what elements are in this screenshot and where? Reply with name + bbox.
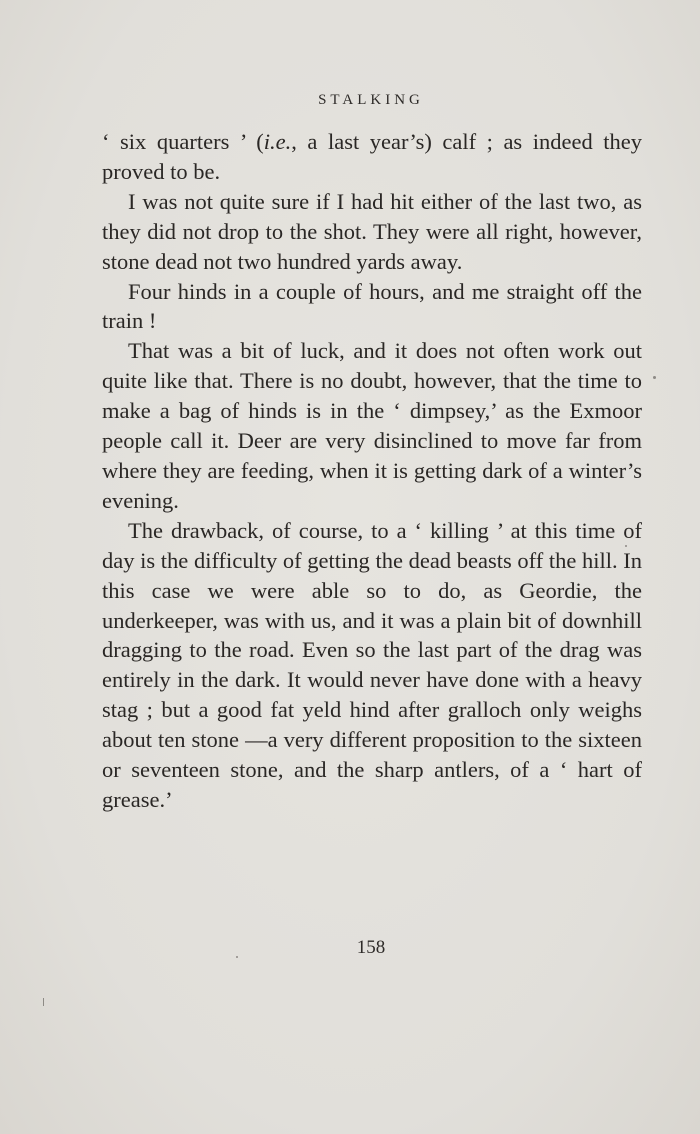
body-text: [102, 127, 642, 815]
page-number: 158: [356, 937, 386, 958]
running-head: STALKING: [318, 92, 424, 108]
paper-speck: [653, 376, 656, 379]
paragraph-1-italic: i.e.: [263, 129, 292, 154]
paper-speck: [236, 956, 238, 958]
paragraph-2: I was not quite sure if I had hit either of the last two, as they did not drop to the shot. They were all right, however, stone dead not two hundred yards away.: [102, 188, 642, 274]
paragraph-1-text-before: ‘ six quarters ’ (: [102, 129, 264, 154]
paragraph-1-text-after: , a last year’s) calf ; as indeed they proved to be.: [102, 129, 642, 184]
paragraph-3: Four hinds in a couple of hours, and me straight off the train !: [102, 278, 642, 334]
paragraph-4: That was a bit of luck, and it does not often work out quite like that. There is no doubt, however, that the time to make a bag of hinds is in the ‘ dimpsey,’ as the Exmoor people call it. Deer are very disinclined to move far from where they are feeding, when it is getting dark of a winter’s evening.: [102, 338, 642, 513]
paper-speck: [625, 545, 627, 547]
paragraph-5: The drawback, of course, to a ‘ killing ’ at this time of day is the difficulty of getting the dead beasts off the hill. In this case we were able so to do, as Geordie, the underkeeper, was with us, and it was a plain bit of downhill dragging to the road. Even so the last part of the drag was entirely in the dark. It would never have done with a heavy stag ; but a good fat yeld hind after gralloch only weighs about ten stone —a very different proposition to the sixteen or seventeen stone, and the sharp antlers, of a ‘ hart of grease.’: [102, 517, 642, 812]
paragraph-1: [102, 127, 642, 187]
paper-speck: [43, 998, 44, 1006]
